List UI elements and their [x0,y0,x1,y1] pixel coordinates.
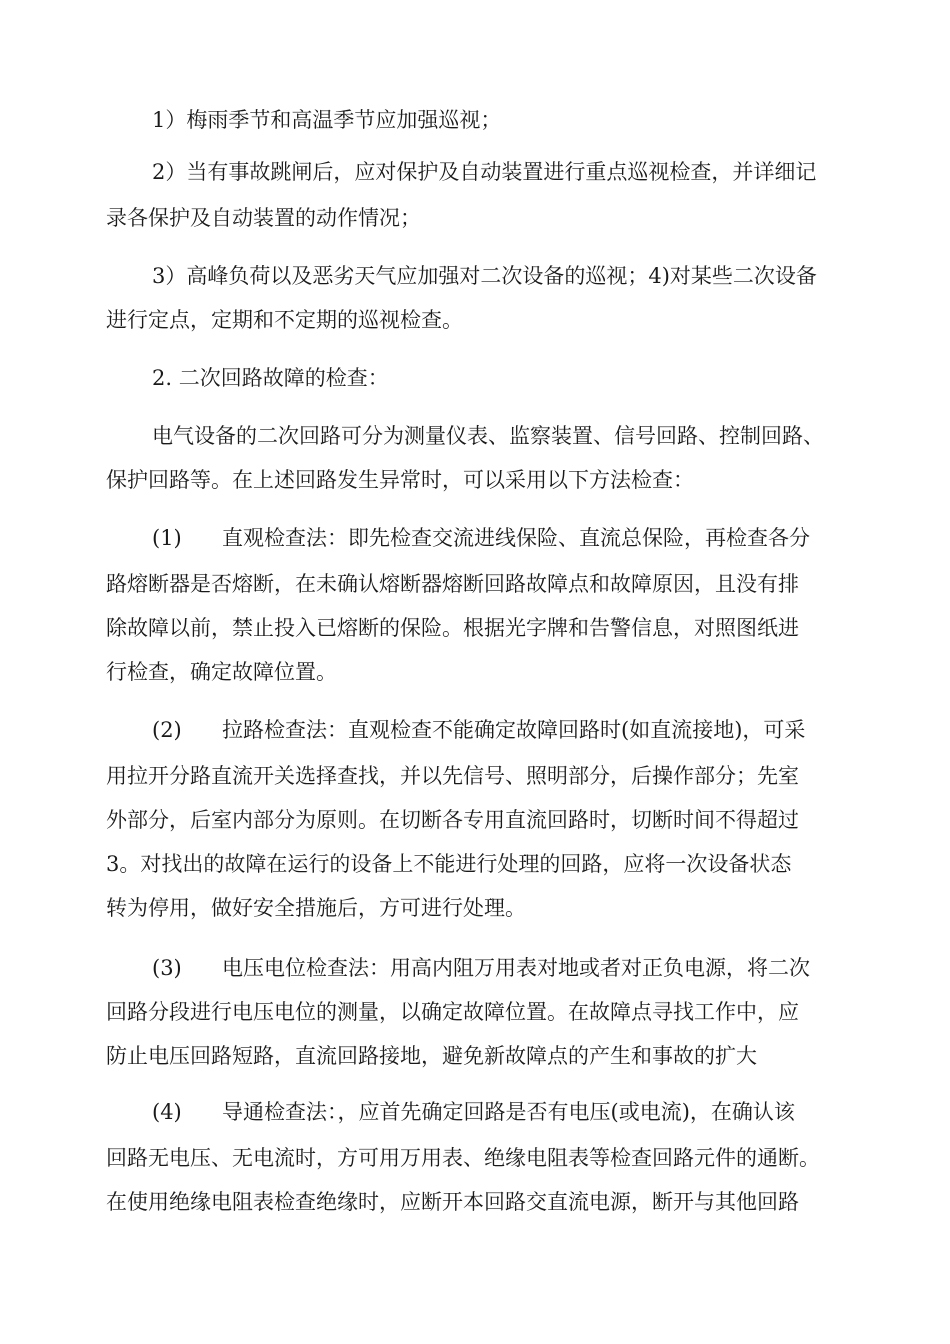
method-1-line-1: 直观检查法：即先检查交流进线保险、直流总保险，再检查各分 [222,526,810,550]
method-1-line-4: 行检查，确定故障位置。 [106,660,337,684]
method-3-line-2: 回路分段进行电压电位的测量，以确定故障位置。在故障点寻找工作中，应 [106,1000,799,1024]
intro-paragraph-line-2: 保护回路等。在上述回路发生异常时，可以采用以下方法检查： [106,468,694,492]
method-3-line-1: 电压电位检查法：用高内阻万用表对地或者对正负电源，将二次 [222,956,810,980]
method-4-line-3: 在使用绝缘电阻表检查绝缘时，应断开本回路交直流电源，断开与其他回路 [106,1190,799,1214]
method-4-line-1: 导通检查法：，应首先确定回路是否有电压(或电流)，在确认该 [222,1100,795,1124]
method-3-line-3: 防止电压回路短路，直流回路接地，避免新故障点的产生和事故的扩大 [106,1044,757,1068]
section-heading: 2. 二次回路故障的检查： [152,366,389,390]
intro-paragraph-line-1: 电气设备的二次回路可分为测量仪表、监察装置、信号回路、控制回路、 [152,424,824,448]
paragraph-item-1: 1）梅雨季节和高温季节应加强巡视； [152,108,502,132]
paragraph-item-2-line-1: 2）当有事故跳闸后，应对保护及自动装置进行重点巡视检查，并详细记 [152,160,817,184]
method-1-line-3: 除故障以前，禁止投入已熔断的保险。根据光字牌和告警信息，对照图纸进 [106,616,799,640]
paragraph-item-3-line-2: 进行定点，定期和不定期的巡视检查。 [106,308,463,332]
method-2-line-5: 转为停用，做好安全措施后，方可进行处理。 [106,896,526,920]
method-4-number: (4) [152,1100,182,1124]
method-1-number: (1) [152,526,182,550]
paragraph-item-3-line-1: 3）高峰负荷以及恶劣天气应加强对二次设备的巡视；4)对某些二次设备 [152,264,817,288]
method-2-line-2: 用拉开分路直流开关选择查找，并以先信号、照明部分，后操作部分；先室 [106,764,799,788]
method-2-line-1: 拉路检查法：直观检查不能确定故障回路时(如直流接地)，可采 [222,718,806,742]
method-4-line-2: 回路无电压、无电流时，方可用万用表、绝缘电阻表等检查回路元件的通断。 [106,1146,820,1170]
method-2-number: (2) [152,718,182,742]
method-1-line-2: 路熔断器是否熔断，在未确认熔断器熔断回路故障点和故障原因，且没有排 [106,572,799,596]
method-2-line-4: 3。对找出的故障在运行的设备上不能进行处理的回路，应将一次设备状态 [106,852,792,876]
paragraph-item-2-line-2: 录各保护及自动装置的动作情况； [106,206,421,230]
method-3-number: (3) [152,956,182,980]
method-2-line-3: 外部分，后室内部分为原则。在切断各专用直流回路时，切断时间不得超过 [106,808,799,832]
